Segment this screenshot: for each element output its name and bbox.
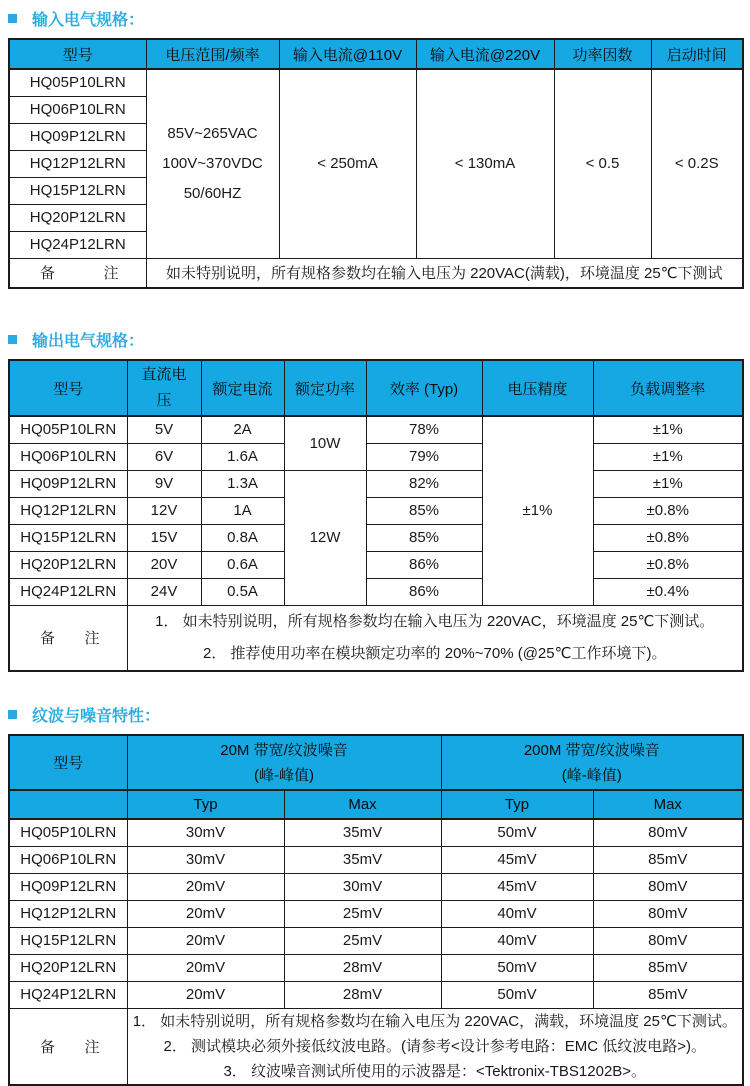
table-row	[9, 819, 743, 846]
ripple-value-cell: 85mV	[593, 846, 743, 873]
output-table-header-row	[9, 360, 743, 416]
ripple-value-cell: 30mV	[284, 873, 441, 900]
header-cell-voltage-range: 电压范围/频率	[146, 39, 279, 69]
ripple-value-cell: 35mV	[284, 819, 441, 846]
rated-current-cell: 1.6A	[201, 443, 284, 470]
voltage-precision-cell: ±1%	[482, 416, 593, 605]
ripple-spec-table	[8, 734, 744, 1086]
startup-time-cell: < 0.2S	[651, 69, 743, 258]
model-cell: HQ12P12LRN	[9, 497, 127, 524]
efficiency-cell: 85%	[366, 497, 482, 524]
efficiency-cell: 79%	[366, 443, 482, 470]
square-bullet-icon	[8, 14, 17, 23]
ripple-value-cell: 50mV	[441, 954, 593, 981]
voltage-range-line: 100V~370VDC	[162, 154, 263, 172]
power-factor-cell: < 0.5	[554, 69, 651, 258]
header-cell-20m-group	[127, 735, 441, 790]
note-label-cell	[9, 1008, 127, 1085]
note-row	[9, 258, 743, 288]
header-cell-model: 型号	[9, 39, 146, 69]
ripple-value-cell: 25mV	[284, 900, 441, 927]
square-bullet-icon	[8, 710, 17, 719]
model-cell: HQ15P12LRN	[9, 927, 127, 954]
table-row	[9, 927, 743, 954]
model-cell: HQ20P12LRN	[9, 954, 127, 981]
ripple-value-cell: 20mV	[127, 927, 284, 954]
header-cell-typ-20m: Typ	[127, 790, 284, 819]
ripple-table-subheader-row	[9, 790, 743, 819]
model-cell: HQ20P12LRN	[9, 204, 146, 231]
note-row	[9, 605, 743, 671]
note-label-char: 备	[40, 1038, 56, 1056]
section-title-input-text: 输入电气规格：	[32, 11, 145, 29]
load-regulation-cell: ±0.8%	[593, 551, 743, 578]
voltage-range-cell	[146, 69, 279, 258]
rated-current-cell: 1.3A	[201, 470, 284, 497]
model-cell: HQ24P12LRN	[9, 981, 127, 1008]
rated-power-12w-cell: 12W	[284, 470, 366, 605]
table-row	[9, 954, 743, 981]
table-row	[9, 551, 743, 578]
note-text-cell	[127, 605, 743, 671]
table-row	[9, 470, 743, 497]
ripple-value-cell: 85mV	[593, 981, 743, 1008]
load-regulation-cell: ±1%	[593, 416, 743, 443]
dc-voltage-cell: 5V	[127, 416, 201, 443]
table-row	[9, 497, 743, 524]
rated-power-10w-cell: 10W	[284, 416, 366, 470]
note-line: 1． 如未特别说明，所有规格参数均在输入电压为 220VAC，环境温度 25℃下测试。	[155, 612, 715, 630]
efficiency-cell: 78%	[366, 416, 482, 443]
table-row	[9, 69, 743, 96]
load-regulation-cell: ±1%	[593, 443, 743, 470]
dc-voltage-cell: 15V	[127, 524, 201, 551]
ripple-value-cell: 50mV	[441, 819, 593, 846]
table-row	[9, 443, 743, 470]
model-cell: HQ05P10LRN	[9, 819, 127, 846]
note-line: 2． 推荐使用功率在模块额定功率的 20%~70% (@25℃工作环境下)。	[203, 644, 667, 662]
model-cell: HQ06P10LRN	[9, 443, 127, 470]
load-regulation-cell: ±0.4%	[593, 578, 743, 605]
ripple-value-cell: 20mV	[127, 900, 284, 927]
rated-current-cell: 1A	[201, 497, 284, 524]
efficiency-cell: 85%	[366, 524, 482, 551]
input-current-110v-cell: < 250mA	[279, 69, 416, 258]
note-line: 1． 如未特别说明，所有规格参数均在输入电压为 220VAC，满载，环境温度 25℃下测试。	[132, 1012, 737, 1030]
group-header-line: 200M 带宽/纹波噪音	[523, 741, 660, 759]
model-cell: HQ09P12LRN	[9, 873, 127, 900]
note-text-cell: 如未特别说明，所有规格参数均在输入电压为 220VAC(满载)，环境温度 25℃下测试	[146, 258, 743, 288]
rated-current-cell: 0.5A	[201, 578, 284, 605]
model-cell: HQ09P12LRN	[9, 123, 146, 150]
ripple-value-cell: 80mV	[593, 927, 743, 954]
model-cell: HQ24P12LRN	[9, 578, 127, 605]
ripple-value-cell: 80mV	[593, 819, 743, 846]
voltage-range-line: 50/60HZ	[183, 184, 242, 202]
voltage-range-line: 85V~265VAC	[167, 124, 258, 142]
header-cell-current-220v: 输入电流@220V	[416, 39, 554, 69]
ripple-value-cell: 85mV	[593, 954, 743, 981]
group-header-line: 20M 带宽/纹波噪音	[220, 741, 348, 759]
ripple-value-cell: 20mV	[127, 981, 284, 1008]
rated-current-cell: 2A	[201, 416, 284, 443]
header-cell-voltage-precision: 电压精度	[482, 360, 593, 416]
header-cell-model: 型号	[9, 360, 127, 416]
efficiency-cell: 82%	[366, 470, 482, 497]
load-regulation-cell: ±1%	[593, 470, 743, 497]
efficiency-cell: 86%	[366, 551, 482, 578]
header-cell-rated-current: 额定电流	[201, 360, 284, 416]
header-cell-load-regulation: 负载调整率	[593, 360, 743, 416]
ripple-value-cell: 30mV	[127, 819, 284, 846]
header-cell-200m-group	[441, 735, 743, 790]
dc-voltage-cell: 20V	[127, 551, 201, 578]
group-header-line: (峰-峰值)	[561, 766, 622, 784]
input-table-header-row	[9, 39, 743, 69]
header-cell-max-20m: Max	[284, 790, 441, 819]
dc-voltage-cell: 9V	[127, 470, 201, 497]
note-label-char: 备	[40, 265, 56, 283]
ripple-table-group-header-row	[9, 735, 743, 790]
note-text-cell	[127, 1008, 743, 1085]
note-line: 3． 纹波噪音测试所使用的示波器是：<Tektronix-TBS1202B>。	[223, 1062, 647, 1080]
header-cell-rated-power: 额定功率	[284, 360, 366, 416]
table-row	[9, 873, 743, 900]
group-header-line: (峰-峰值)	[254, 766, 314, 784]
section-title-output-text: 输出电气规格：	[32, 332, 145, 350]
output-spec-table	[8, 359, 744, 672]
rated-current-cell: 0.6A	[201, 551, 284, 578]
header-cell-dc-voltage: 直流电压	[127, 360, 201, 416]
ripple-value-cell: 30mV	[127, 846, 284, 873]
header-cell-max-200m: Max	[593, 790, 743, 819]
model-cell: HQ12P12LRN	[9, 900, 127, 927]
ripple-value-cell: 35mV	[284, 846, 441, 873]
header-cell-current-110v: 输入电流@110V	[279, 39, 416, 69]
table-row	[9, 846, 743, 873]
model-cell: HQ24P12LRN	[9, 231, 146, 258]
load-regulation-cell: ±0.8%	[593, 497, 743, 524]
note-label-cell	[9, 605, 127, 671]
model-cell: HQ06P10LRN	[9, 846, 127, 873]
table-row	[9, 900, 743, 927]
load-regulation-cell: ±0.8%	[593, 524, 743, 551]
ripple-value-cell: 50mV	[441, 981, 593, 1008]
table-row	[9, 981, 743, 1008]
section-title-output	[8, 327, 742, 351]
header-cell-typ-200m: Typ	[441, 790, 593, 819]
note-line: 2． 测试模块必须外接低纹波电路。(请参考<设计参考电路：EMC 低纹波电路>)。	[163, 1037, 707, 1055]
table-row	[9, 524, 743, 551]
header-cell-empty	[9, 790, 127, 819]
note-label-char: 注	[84, 1038, 100, 1056]
header-cell-efficiency: 效率 (Typ)	[366, 360, 482, 416]
header-cell-model: 型号	[9, 735, 127, 790]
note-label-char: 备	[40, 630, 56, 648]
section-title-input	[8, 6, 742, 30]
model-cell: HQ15P12LRN	[9, 177, 146, 204]
rated-current-cell: 0.8A	[201, 524, 284, 551]
header-cell-startup-time: 启动时间	[651, 39, 743, 69]
ripple-value-cell: 45mV	[441, 846, 593, 873]
table-row	[9, 578, 743, 605]
ripple-value-cell: 40mV	[441, 927, 593, 954]
ripple-value-cell: 25mV	[284, 927, 441, 954]
note-label-char: 注	[84, 630, 100, 648]
efficiency-cell: 86%	[366, 578, 482, 605]
ripple-value-cell: 80mV	[593, 873, 743, 900]
ripple-value-cell: 45mV	[441, 873, 593, 900]
ripple-value-cell: 20mV	[127, 873, 284, 900]
model-cell: HQ09P12LRN	[9, 470, 127, 497]
ripple-value-cell: 20mV	[127, 954, 284, 981]
model-cell: HQ15P12LRN	[9, 524, 127, 551]
note-row	[9, 1008, 743, 1085]
dc-voltage-cell: 12V	[127, 497, 201, 524]
dc-voltage-cell: 6V	[127, 443, 201, 470]
model-cell: HQ05P10LRN	[9, 416, 127, 443]
input-current-220v-cell: < 130mA	[416, 69, 554, 258]
table-row	[9, 416, 743, 443]
model-cell: HQ20P12LRN	[9, 551, 127, 578]
model-cell: HQ05P10LRN	[9, 69, 146, 96]
ripple-value-cell: 80mV	[593, 900, 743, 927]
dc-voltage-cell: 24V	[127, 578, 201, 605]
model-cell: HQ06P10LRN	[9, 96, 146, 123]
ripple-value-cell: 28mV	[284, 954, 441, 981]
note-label-cell	[9, 258, 146, 288]
ripple-value-cell: 40mV	[441, 900, 593, 927]
note-label-char: 注	[103, 265, 119, 283]
section-title-ripple-text: 纹波与噪音特性：	[32, 707, 161, 725]
square-bullet-icon	[8, 335, 17, 344]
ripple-value-cell: 28mV	[284, 981, 441, 1008]
section-title-ripple	[8, 702, 742, 726]
model-cell: HQ12P12LRN	[9, 150, 146, 177]
input-spec-table	[8, 38, 744, 289]
header-cell-power-factor: 功率因数	[554, 39, 651, 69]
